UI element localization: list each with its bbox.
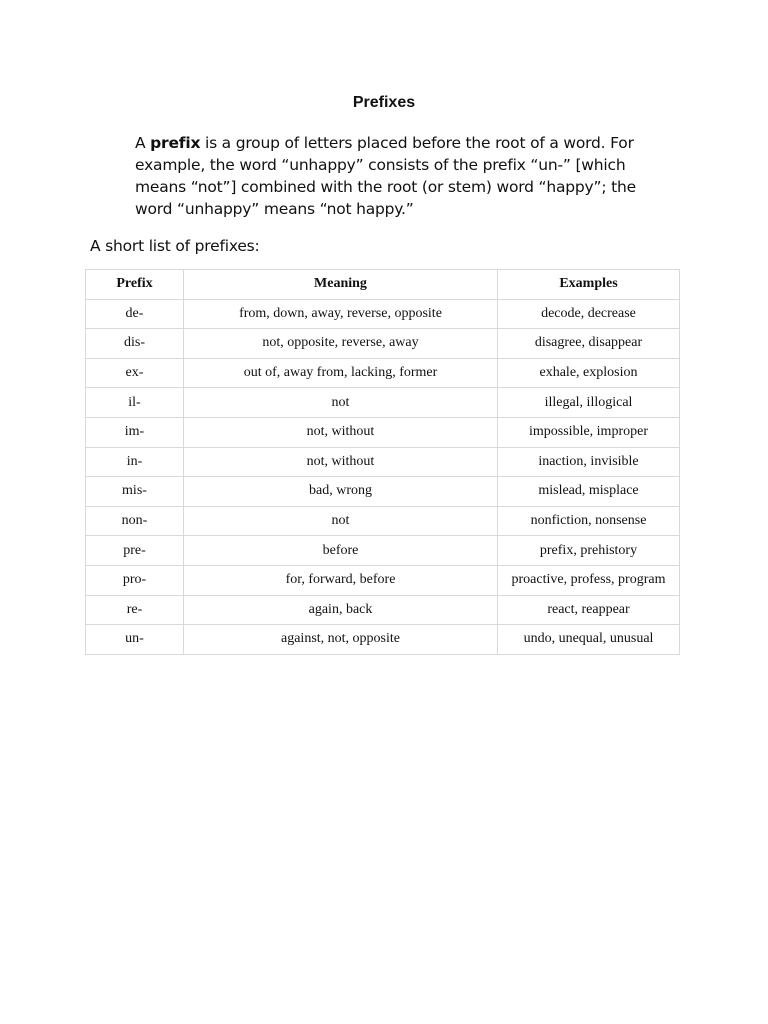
examples-cell: disagree, disappear [498,329,680,359]
examples-cell: decode, decrease [498,299,680,329]
examples-cell: react, reappear [498,595,680,625]
meaning-cell: not, without [184,417,498,447]
examples-cell: mislead, misplace [498,477,680,507]
meaning-cell: bad, wrong [184,477,498,507]
table-row [86,565,680,595]
meaning-cell: before [184,536,498,566]
table-row [86,329,680,359]
prefix-cell: re- [86,595,184,625]
header-prefix: Prefix [86,270,184,300]
table-row [86,477,680,507]
meaning-cell: not [184,388,498,418]
table-row [86,625,680,655]
examples-cell: prefix, prehistory [498,536,680,566]
examples-cell: proactive, profess, program [498,565,680,595]
intro-text-after: is a group of letters placed before the root of a word. For example, the word “unhappy” consists of the prefix “un-” [which means “not”] combined with the root (or stem) word “happy”; the word “unhappy” means “not happy.” [135,134,636,218]
meaning-cell: not, without [184,447,498,477]
table-row [86,536,680,566]
table-row [86,506,680,536]
examples-cell: exhale, explosion [498,358,680,388]
meaning-cell: not, opposite, reverse, away [184,329,498,359]
header-meaning: Meaning [184,270,498,300]
examples-cell: impossible, improper [498,417,680,447]
meaning-cell: not [184,506,498,536]
table-header-row [86,270,680,300]
examples-cell: inaction, invisible [498,447,680,477]
page-title: Prefixes [352,94,416,111]
prefix-table [85,269,680,655]
table-row [86,388,680,418]
table-row [86,595,680,625]
header-examples: Examples [498,270,680,300]
prefix-cell: de- [86,299,184,329]
prefix-cell: pre- [86,536,184,566]
meaning-cell: against, not, opposite [184,625,498,655]
prefix-cell: dis- [86,329,184,359]
meaning-cell: out of, away from, lacking, former [184,358,498,388]
meaning-cell: from, down, away, reverse, opposite [184,299,498,329]
prefix-cell: un- [86,625,184,655]
meaning-cell: for, forward, before [184,565,498,595]
table-row [86,358,680,388]
list-heading: A short list of prefixes: [90,237,260,255]
prefix-cell: mis- [86,477,184,507]
intro-term: prefix [150,134,201,152]
table-row [86,447,680,477]
table-row [86,417,680,447]
prefix-cell: ex- [86,358,184,388]
intro-paragraph [135,132,675,220]
prefix-cell: il- [86,388,184,418]
prefix-cell: in- [86,447,184,477]
intro-text-before: A [135,134,151,152]
examples-cell: illegal, illogical [498,388,680,418]
examples-cell: undo, unequal, unusual [498,625,680,655]
table-row [86,299,680,329]
examples-cell: nonfiction, nonsense [498,506,680,536]
prefix-cell: non- [86,506,184,536]
prefix-cell: im- [86,417,184,447]
meaning-cell: again, back [184,595,498,625]
prefix-cell: pro- [86,565,184,595]
